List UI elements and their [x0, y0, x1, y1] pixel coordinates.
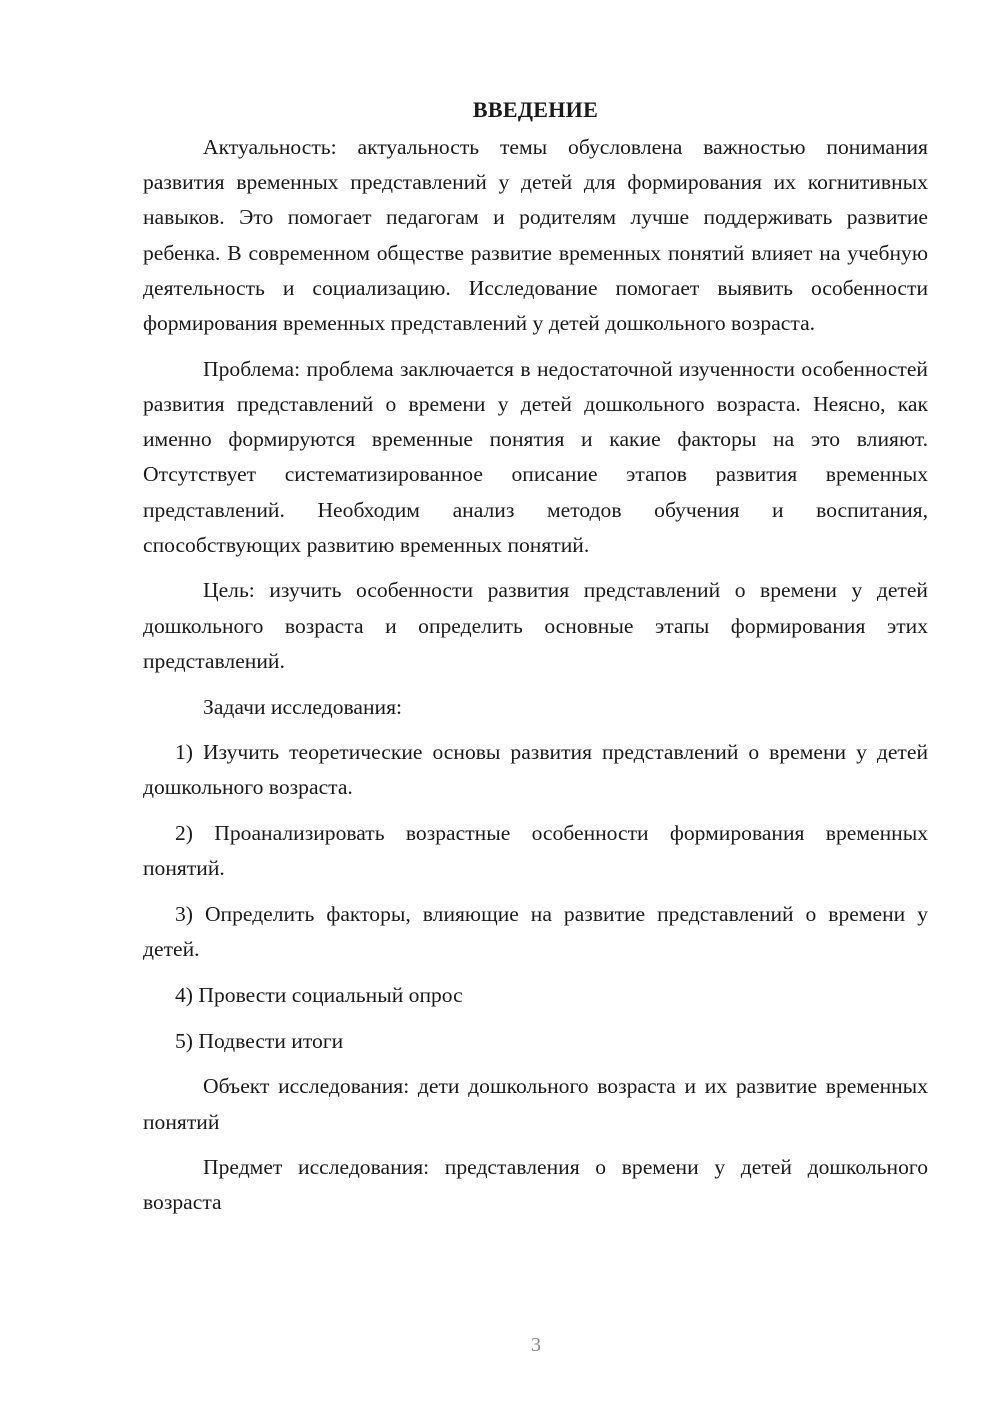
tasks-heading: Задачи исследования: — [203, 694, 403, 719]
page-number: 3 — [531, 1334, 541, 1356]
page-title: ВВЕДЕНИЕ — [472, 97, 599, 122]
task-item-4: 4) Провести социальный опрос — [175, 982, 463, 1007]
paragraph-object: Объект исследования: дети дошкольного возраста и их развитие временных понятий — [143, 1074, 928, 1134]
paragraph-problem: Проблема: проблема заключается в недостаточной изученности особенностей развития представлений о времени у детей дошкольного возраста. Неясно, как именно формируются временные понятия и какие факторы на это влияют. Отсутствует систематизированное описание этапов развития временных представлений. Необходим анализ методов обучения и воспитания, способствующих развитию временных понятий. — [143, 356, 928, 557]
task-item-5: 5) Подвести итоги — [175, 1028, 344, 1053]
document-page — [143, 96, 928, 1231]
paragraph-subject: Предмет исследования: представления о времени у детей дошкольного возраста — [143, 1155, 928, 1215]
task-item-3: 3) Определить факторы, влияющие на развитие представлений о времени у детей. — [143, 902, 928, 962]
task-item-2: 2) Проанализировать возрастные особенности формирования временных понятий. — [143, 821, 928, 881]
task-item-1: 1) Изучить теоретические основы развития представлений о времени у детей дошкольного возраста. — [143, 740, 928, 800]
paragraph-relevance: Актуальность: актуальность темы обусловлена важностью понимания развития временных представлений у детей для формирования их когнитивных навыков. Это помогает педагогам и родителям лучше поддерживать развитие ребенка. В современном обществе развитие временных понятий влияет на учебную деятельность и социализацию. Исследование помогает выявить особенности формирования временных представлений у детей дошкольного возраста. — [143, 135, 928, 336]
paragraph-goal: Цель: изучить особенности развития представлений о времени у детей дошкольного возраста и определить основные этапы формирования этих представлений. — [143, 578, 928, 673]
